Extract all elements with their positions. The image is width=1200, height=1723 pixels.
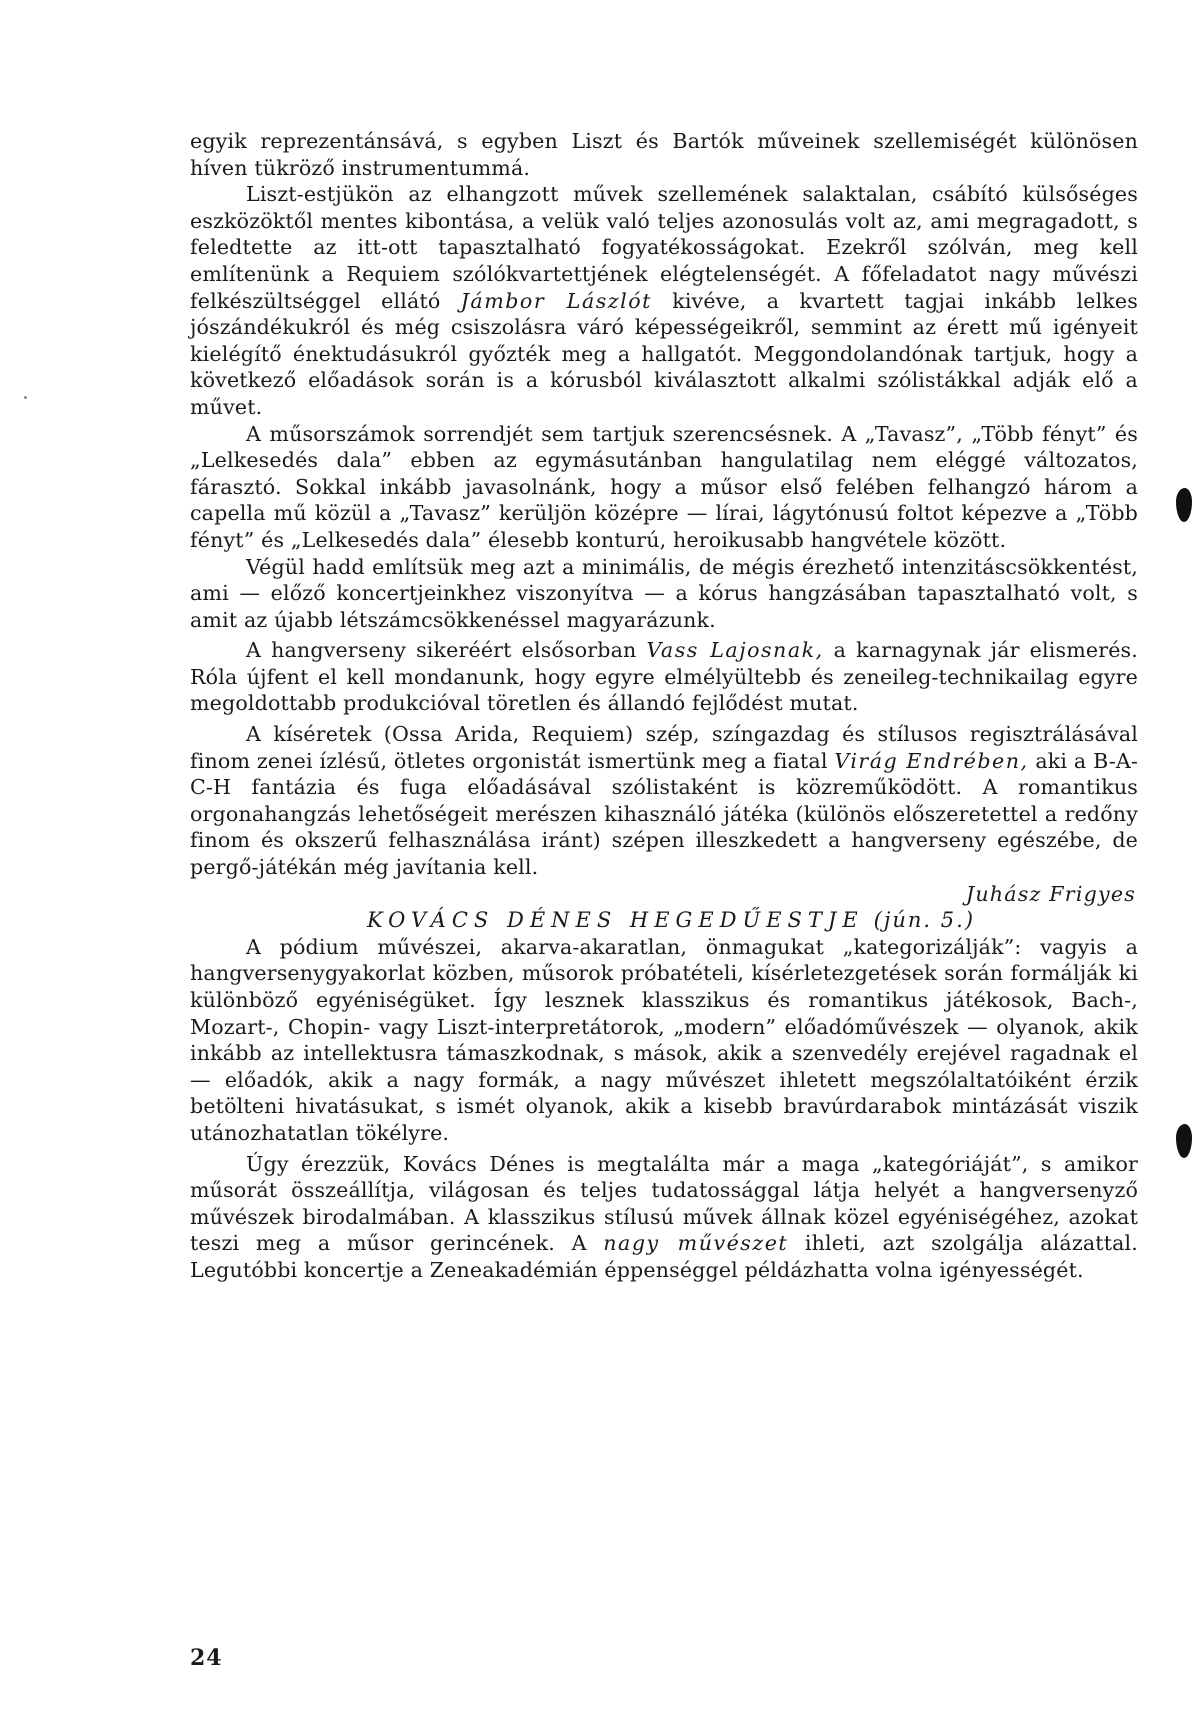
paragraph-organist: [190, 721, 1138, 881]
paragraph-conductor: [190, 637, 1138, 717]
paragraph-text: A hangverseny sikeréért elsősorban: [246, 638, 647, 663]
paragraph-text: kivéve, a kvartett tagjai inkább lelkes jószándékukról és még csiszolásra váró képességeikről, semmint az érett mű igényeit kielégítő énektudásukról győzték meg a hallgatót. Meggondolandónak tartjuk, hogy a következő előadások során is a kórusból kiválasztott alkalmi szólistákkal adják elő a művet.: [190, 288, 1138, 419]
person-name-vass: Vass Lajosnak,: [646, 638, 824, 663]
paragraph-intensity: Végül hadd említsük meg azt a minimális, de mégis érezhető intenzitáscsökkentést, ami — előző koncertjeinkhez viszonyítva — a kórus hangzásában tapasztalható volt, s amit az újabb létszámcsökkenéssel magyarázunk.: [190, 554, 1138, 632]
scan-ink-blot: [1176, 1124, 1192, 1158]
paragraph-continuation: egyik reprezentánsává, s egyben Liszt és Bartók műveinek szellemiségét különösen híven tükröző instrumentummá.: [190, 129, 1138, 180]
scan-dust-dot: [24, 396, 27, 399]
page-number: 24: [190, 1645, 223, 1671]
section-title: KOVÁCS DÉNES HEGEDŰESTJE: [366, 908, 864, 933]
scan-ink-blot: [1176, 488, 1192, 522]
article-page: [190, 128, 1138, 1284]
person-name-virag: Virág Endrében,: [834, 748, 1029, 773]
person-name-jambor: Jámbor Lászlót: [460, 288, 652, 313]
paragraph-text: Úgy érezzük, Kovács Dénes is megtalálta már a maga „kategóriáját”, s amikor műsorát összeállítja, világosan és teljes tudatossággal látja helyét a hangversenyző művészek birodalmában. A klasszikus stílusú művek állnak közel egyéniségéhez, azokat teszi meg a műsor gerincének. A: [190, 1151, 1138, 1256]
author-signature: Juhász Frigyes: [965, 881, 1136, 906]
paragraph-kovacs: [190, 1151, 1138, 1284]
paragraph-liszt-evening: [190, 181, 1138, 420]
paragraph-text: Liszt-estjükön az elhangzott művek szellemének salaktalan, csábító külsőséges eszközöktől mentes kibontása, a velük való teljes azonosulás volt az, ami megragadott, s feledtette az itt-ott tapasztalható fogyatékosságokat. Ezekről szólván, meg kell említenünk a Requiem szólókvartettjének elégtelenségét. A főfeladatot nagy művészi felkészültséggel ellátó: [190, 182, 1138, 313]
paragraph-text: A kíséretek (Ossa Arida, Requiem) szép, színgazdag és stílusos regisztrálásával finom zenei ízlésű, ötletes orgonistát ismertünk meg a fiatal: [190, 722, 1138, 773]
paragraph-program-order: A műsorszámok sorrendjét sem tartjuk szerencsésnek. A „Tavasz”, „Több fényt” és „Lelkesedés dala” ebben az egymásutánban hangulatilag nem eléggé változatos, fárasztó. Sokkal inkább javasolnánk, hogy a műsor első felében felhangzó három a capella mű közül a „Tavasz” kerüljön középre — lírai, lágytónusú foltot képezve a „Több fényt” és „Lelkesedés dala” élesebb konturú, heroikusabb hangvétele között.: [190, 421, 1138, 552]
section-date: (jún. 5.): [873, 908, 976, 933]
paragraph-text: a karnagynak jár elismerés. Róla újfent el kell mondanunk, hogy egyre elmélyültebb és zeneileg-technikailag egyre megoldottabb produkcióval töretlen és állandó fejlődést mutat.: [190, 638, 1138, 716]
section-heading: [190, 907, 1138, 934]
paragraph-text: aki a B-A-C-H fantázia és fuga előadásával szólistaként is közreműködött. A romantikus orgonahangzás lehetőségeit merészen kihasználó játéka (különös előszeretettel a redőny finom és okszerű felhasználása iránt) szépen illeszkedett a hangverseny egészébe, de pergő-játékán még javítania kell.: [190, 748, 1138, 880]
paragraph-text: ihleti, azt szolgálja alázattal. Legutóbbi koncertje a Zeneakadémián éppenséggel példázhatta volna igényességét.: [190, 1231, 1138, 1282]
paragraph-performers: A pódium művészei, akarva-akaratlan, önmagukat „kategorizálják”: vagyis a hangversenygyakorlat közben, műsorok próbatételi, kísérletezgetések során formálják ki különböző egyéniségüket. Így lesznek klasszikus és romantikus játékosok, Bach-, Mozart-, Chopin- vagy Liszt-interpretátorok, „modern” előadóművészek — olyanok, akik inkább az intellektusra támaszkodnak, s mások, akik a szenvedély erejével ragadnak el — előadók, akik a nagy formák, a nagy művészet ihletett megszólaltatóiként érzik betölteni hivatásukat, s ismét olyanok, akik a kisebb bravúrdarabok mintázását viszik utánozhatatlan tökélyre.: [190, 934, 1138, 1145]
emphasis-nagy-muveszet: nagy művészet: [603, 1231, 789, 1256]
